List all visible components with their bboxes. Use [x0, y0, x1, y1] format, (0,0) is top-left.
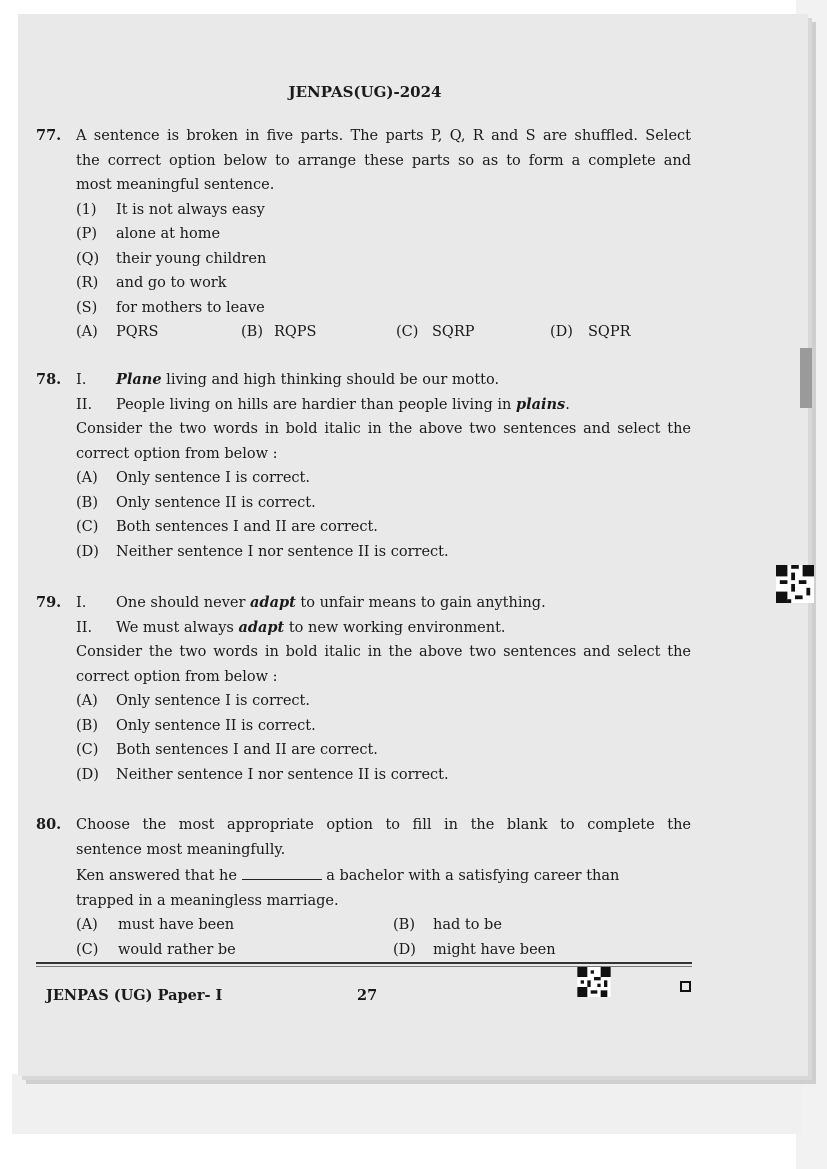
- question-text-line: A sentence is broken in five parts. The parts P, Q, R and S are shuffled. Select: [76, 128, 691, 144]
- paper-label: JENPAS (UG) Paper- I: [46, 987, 223, 1004]
- option-key: (B): [76, 717, 98, 734]
- option-text: Only sentence I is correct.: [116, 693, 310, 709]
- page-title: JENPAS(UG)-2024: [288, 83, 442, 101]
- instruction-line: Consider the two words in bold italic in the above two sentences and select the: [76, 644, 691, 660]
- bold-word: Plane: [116, 371, 162, 388]
- part-key: (S): [76, 299, 98, 316]
- option-text: Both sentences I and II are correct.: [116, 519, 378, 535]
- option-d-key[interactable]: (D): [393, 941, 416, 958]
- option-b-text[interactable]: RQPS: [274, 324, 317, 340]
- statement-rest: to unfair means to gain anything.: [295, 595, 546, 611]
- statement-label: I.: [76, 595, 87, 611]
- statement-text: [116, 368, 499, 393]
- statement-post: .: [565, 396, 570, 413]
- qr-code-icon: [577, 967, 611, 997]
- question-text-line: Choose the most appropriate option to fill in the blank to complete the: [76, 817, 691, 833]
- option-c-text[interactable]: would rather be: [118, 941, 236, 958]
- question-text-line: most meaningful sentence.: [76, 177, 275, 193]
- part-text: for mothers to leave: [116, 299, 265, 316]
- option-b[interactable]: [76, 491, 691, 516]
- option-text: Only sentence I is correct.: [116, 470, 310, 486]
- option-a-key[interactable]: (A): [76, 917, 98, 933]
- option-d[interactable]: [76, 540, 691, 565]
- part-key: (1): [76, 201, 97, 218]
- part-text: their young children: [116, 250, 267, 267]
- option-key: (C): [76, 519, 99, 535]
- option-key: (A): [76, 693, 98, 709]
- option-c[interactable]: [76, 515, 691, 540]
- instruction-line: correct option from below :: [76, 668, 278, 685]
- option-text: Neither sentence I nor sentence II is correct.: [116, 766, 449, 783]
- option-text: Only sentence II is correct.: [116, 494, 316, 511]
- sentence-pre: Ken answered that he: [76, 868, 237, 884]
- question-text-line: the correct option below to arrange these parts so as to form a complete and: [76, 152, 691, 169]
- statement-text: [116, 616, 506, 641]
- option-d[interactable]: [76, 763, 691, 788]
- part-item: [76, 222, 691, 247]
- part-text: alone at home: [116, 226, 221, 242]
- instruction-line: correct option from below :: [76, 445, 278, 462]
- part-item: [76, 296, 691, 321]
- statement-pre: People living on hills are hardier than people living in: [116, 396, 516, 413]
- question-number: 77.: [36, 127, 62, 144]
- option-b-key[interactable]: (B): [241, 324, 263, 340]
- bold-word: adapt: [250, 594, 296, 611]
- option-b[interactable]: [76, 714, 691, 739]
- question-body: [76, 813, 691, 962]
- part-key: (R): [76, 275, 99, 291]
- option-a[interactable]: [76, 466, 691, 491]
- square-icon: [680, 981, 691, 992]
- part-key: (Q): [76, 250, 100, 267]
- question-body: [76, 591, 691, 787]
- qr-code-icon: [775, 565, 815, 603]
- option-a-key[interactable]: (A): [76, 324, 98, 340]
- statement-ii: [76, 393, 691, 418]
- option-key: (D): [76, 766, 99, 783]
- option-a-text[interactable]: PQRS: [116, 324, 159, 340]
- part-text: and go to work: [116, 275, 227, 291]
- sentence-line: [76, 864, 691, 889]
- part-text: It is not always easy: [116, 201, 265, 218]
- option-c-key[interactable]: (C): [76, 941, 99, 958]
- bold-word: plains: [515, 395, 566, 413]
- instruction-line: Consider the two words in bold italic in the above two sentences and select the: [76, 421, 691, 437]
- statement-rest: living and high thinking should be our motto.: [161, 372, 500, 388]
- fill-blank: [242, 865, 322, 880]
- answer-options: [76, 938, 691, 963]
- part-item: [76, 247, 691, 272]
- statement-post: to new working environment.: [284, 619, 506, 636]
- option-a[interactable]: [76, 689, 691, 714]
- statement-ii: [76, 616, 691, 641]
- option-key: (A): [76, 470, 98, 486]
- option-text: Only sentence II is correct.: [116, 717, 316, 734]
- option-c[interactable]: [76, 738, 691, 763]
- option-key: (B): [76, 494, 98, 511]
- statement-i: [76, 591, 691, 616]
- bold-word: adapt: [238, 618, 285, 636]
- statement-label: II.: [76, 396, 93, 413]
- option-c-text[interactable]: SQRP: [432, 324, 475, 340]
- statement-label: II.: [76, 619, 93, 636]
- question-body: [76, 124, 691, 345]
- statement-label: I.: [76, 372, 87, 388]
- footer-divider: [36, 962, 692, 964]
- part-item: [76, 271, 691, 296]
- option-text: Neither sentence I nor sentence II is correct.: [116, 543, 449, 560]
- option-d-text[interactable]: might have been: [433, 941, 556, 958]
- statement-pre: We must always: [116, 619, 239, 636]
- page-number: 27: [357, 987, 378, 1004]
- statement-text: [116, 393, 570, 418]
- question-number: 78.: [36, 371, 62, 388]
- option-b-key[interactable]: (B): [393, 917, 415, 933]
- question-number: 80.: [36, 816, 62, 833]
- option-key: (C): [76, 742, 99, 758]
- sentence-line: trapped in a meaningless marriage.: [76, 892, 339, 909]
- statement-pre: One should never: [116, 595, 251, 611]
- option-d-key[interactable]: (D): [550, 324, 573, 340]
- option-key: (D): [76, 543, 99, 560]
- option-c-key[interactable]: (C): [396, 324, 419, 340]
- option-d-text[interactable]: SQPR: [588, 324, 631, 340]
- question-text-line: sentence most meaningfully.: [76, 841, 286, 858]
- sentence-post: a bachelor with a satisfying career than: [326, 868, 620, 884]
- answer-options: [76, 913, 691, 938]
- question-body: [76, 368, 691, 564]
- option-text: Both sentences I and II are correct.: [116, 742, 378, 758]
- option-a-text[interactable]: must have been: [118, 917, 235, 933]
- part-key: (P): [76, 226, 98, 242]
- statement-i: [76, 368, 691, 393]
- statement-text: [116, 591, 546, 616]
- option-b-text[interactable]: had to be: [433, 917, 502, 933]
- part-item: [76, 198, 691, 223]
- answer-options: [76, 320, 691, 345]
- question-number: 79.: [36, 594, 62, 611]
